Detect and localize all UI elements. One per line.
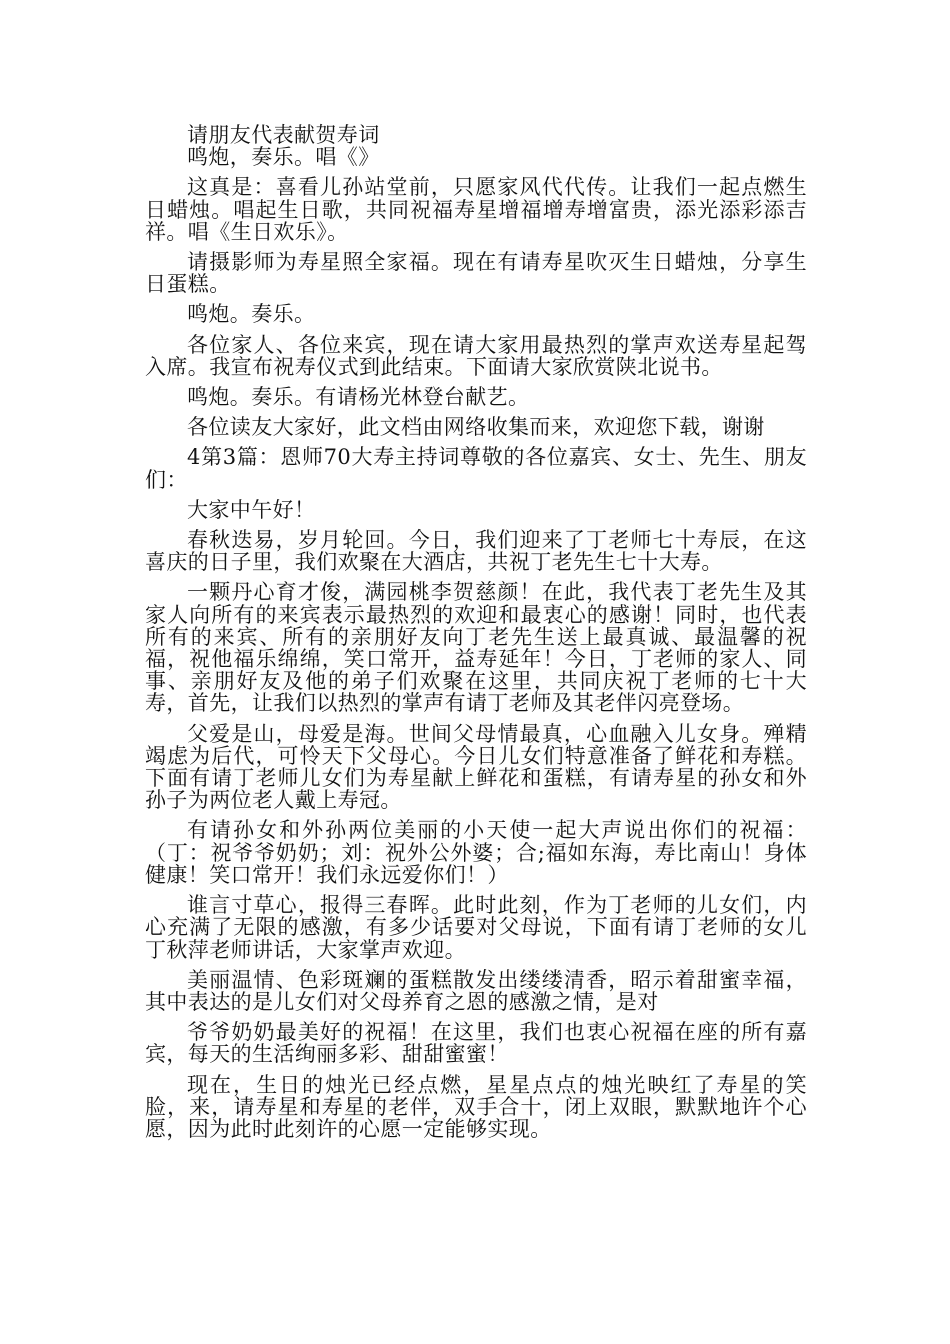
paragraph-11: 春秋迭易，岁月轮回。今日，我们迎来了丁老师七十寿辰，在这喜庆的日子里，我们欢聚在大酒店，共祝丁老先生七十大寿。 [145, 528, 807, 575]
paragraph-4: 请摄影师为寿星照全家福。现在有请寿星吹灭生日蜡烛，分享生日蛋糕。 [145, 250, 807, 297]
paragraph-9: 4第3篇：恩师70大寿主持词尊敬的各位嘉宾、女士、先生、朋友们： [145, 445, 807, 492]
paragraph-16: 美丽温情、色彩斑斓的蛋糕散发出缕缕清香，昭示着甜蜜幸福，其中表达的是儿女们对父母养育之恩的感激之情，是对 [145, 967, 807, 1014]
paragraph-12: 一颗丹心育才俊，满园桃李贺慈颜！在此，我代表丁老先生及其家人向所有的来宾表示最热烈的欢迎和最衷心的感谢！同时，也代表所有的来宾、所有的亲朋好友向丁老先生送上最真诚、最温馨的祝福，祝他福乐绵绵，笑口常开，益寿延年！今日，丁老师的家人、同事、亲朋好友及他的弟子们欢聚在这里，共同庆祝丁老师的七十大寿，首先，让我们以热烈的掌声有请丁老师及其老伴闪亮登场。 [145, 580, 807, 716]
paragraph-2: 鸣炮，奏乐。唱《》 [187, 145, 380, 170]
paragraph-10: 大家中午好！ [187, 497, 316, 522]
paragraph-14: 有请孙女和外孙两位美丽的小天使一起大声说出你们的祝福：（丁：祝爷爷奶奶；刘：祝外公外婆；合;福如东海，寿比南山！身体健康！笑口常开！我们永远爱你们！） [145, 818, 807, 887]
paragraph-18: 现在，生日的烛光已经点燃，星星点点的烛光映红了寿星的笑脸，来，请寿星和寿星的老伴，双手合十，闭上双眼，默默地许个心愿，因为此时此刻许的心愿一定能够实现。 [145, 1072, 807, 1141]
paragraph-3: 这真是：喜看儿孙站堂前，只愿家风代代传。让我们一起点燃生日蜡烛。唱起生日歌，共同祝福寿星增福增寿增富贵，添光添彩添吉祥。唱《生日欢乐》。 [145, 175, 807, 244]
paragraph-7: 鸣炮。奏乐。有请杨光林登台献艺。 [187, 385, 530, 410]
paragraph-8: 各位读友大家好，此文档由网络收集而来，欢迎您下载，谢谢 [187, 415, 765, 440]
paragraph-6: 各位家人、各位来宾，现在请大家用最热烈的掌声欢送寿星起驾入席。我宣布祝寿仪式到此结束。下面请大家欣赏陕北说书。 [145, 332, 807, 379]
paragraph-15: 谁言寸草心，报得三春晖。此时此刻，作为丁老师的儿女们，内心充满了无限的感激，有多少话要对父母说，下面有请丁老师的女儿丁秋萍老师讲话，大家掌声欢迎。 [145, 893, 807, 962]
paragraph-17: 爷爷奶奶最美好的祝福！在这里，我们也衷心祝福在座的所有嘉宾，每天的生活绚丽多彩、甜甜蜜蜜！ [145, 1020, 807, 1067]
paragraph-5: 鸣炮。奏乐。 [187, 302, 316, 327]
document-body [145, 124, 807, 1140]
paragraph-1: 请朋友代表献贺寿词 [187, 123, 380, 147]
paragraph-13: 父爱是山，母爱是海。世间父母情最真，心血融入儿女身。殚精竭虑为后代，可怜天下父母心。今日儿女们特意准备了鲜花和寿糕。下面有请丁老师儿女们为寿星献上鲜花和蛋糕，有请寿星的孙女和外孙子为两位老人戴上寿冠。 [145, 721, 807, 813]
